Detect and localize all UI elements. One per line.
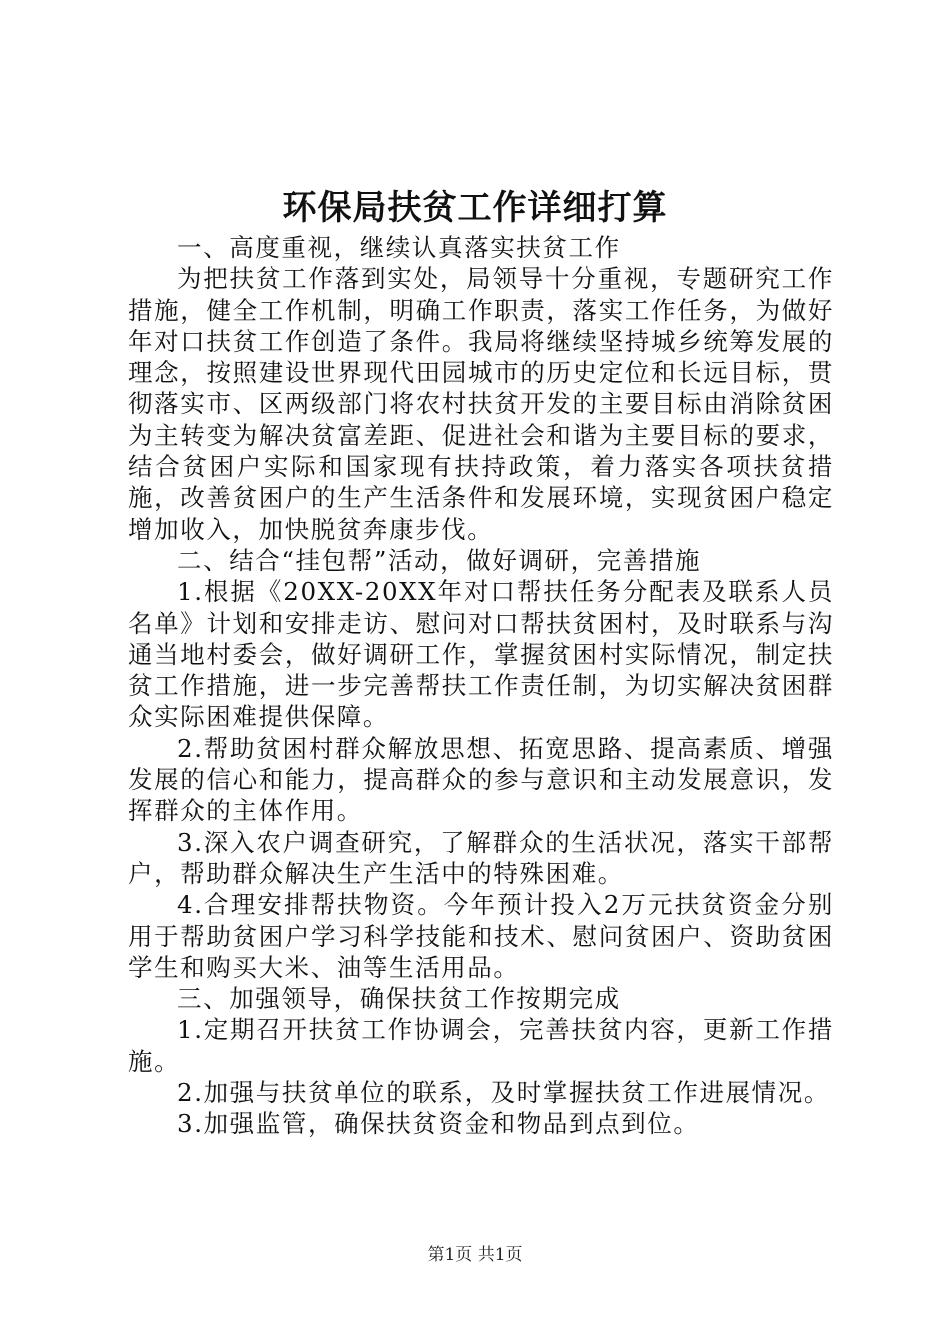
paragraph-item-2-1: 1.根据《20XX-20XX年对口帮扶任务分配表及联系人员名单》计划和安排走访、慰问对口帮扶贫困村，及时联系与沟通当地村委会，做好调研工作，掌握贫困村实际情况，制定扶贫工作措施，进一步完善帮扶工作责任制，为切实解决贫困群众实际困难提供保障。: [128, 577, 834, 732]
paragraph-item-2-3: 3.深入农户调查研究，了解群众的生活状况，落实干部帮户，帮助群众解决生产生活中的特殊困难。: [128, 827, 834, 888]
paragraph-item-3-3: 3.加强监管，确保扶贫资金和物品到点到位。: [177, 1109, 700, 1139]
document-body: [128, 232, 834, 1140]
paragraph-item-2-2: 2.帮助贫困村群众解放思想、拓宽思路、提高素质、增强发展的信心和能力，提高群众的参与意识和主动发展意识，发挥群众的主体作用。: [128, 733, 834, 826]
paragraph-item-2-4: 4.合理安排帮扶物资。今年预计投入2万元扶贫资金分别用于帮助贫困户学习科学技能和技术、慰问贫困户、资助贫困学生和购买大米、油等生活用品。: [128, 890, 834, 982]
document-title: 环保局扶贫工作详细打算: [282, 188, 668, 228]
page-number-footer: 第1页 共1页: [427, 1245, 523, 1265]
paragraph-item-3-1: 1.定期召开扶贫工作协调会，完善扶贫内容，更新工作措施。: [128, 1015, 834, 1076]
section-heading-3: 三、加强领导，确保扶贫工作按期完成: [177, 984, 621, 1014]
paragraph-intro: 为把扶贫工作落到实处，局领导十分重视，专题研究工作措施，健全工作机制，明确工作职责，落实工作任务，为做好年对口扶贫工作创造了条件。我局将继续坚持城乡统筹发展的理念，按照建设世界现代田园城市的历史定位和长远目标，贯彻落实市、区两级部门将农村扶贫开发的主要目标由消除贫困为主转变为解决贫富差距、促进社会和谐为主要目标的要求，结合贫困户实际和国家现有扶持政策，着力落实各项扶贫措施，改善贫困户的生产生活条件和发展环境，实现贫困户稳定增加收入，加快脱贫奔康步伐。: [128, 264, 834, 544]
section-heading-2: 二、结合“挂包帮”活动，做好调研，完善措施: [177, 545, 702, 575]
paragraph-item-3-2: 2.加强与扶贫单位的联系，及时掌握扶贫工作进展情况。: [177, 1078, 830, 1108]
section-heading-1: 一、高度重视，继续认真落实扶贫工作: [177, 233, 621, 262]
